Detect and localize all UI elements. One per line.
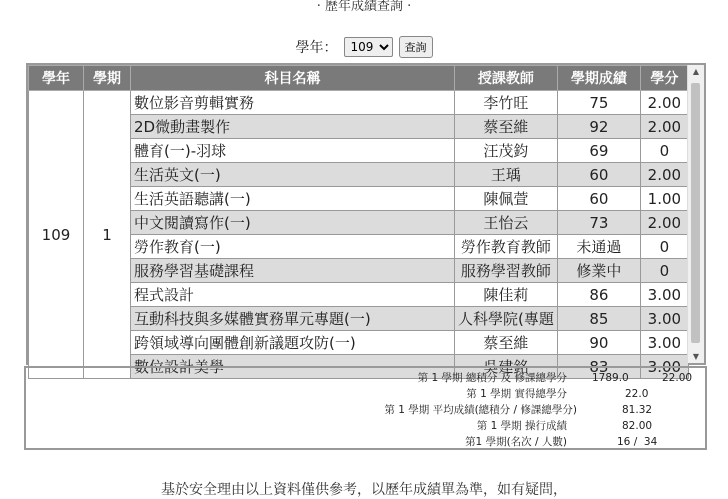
subject-cell: 跨領域導向團體創新議題攻防(一): [131, 331, 455, 355]
summary-average-label: 第 1 學期 平均成績(總積分 / 修課總學分): [384, 404, 577, 416]
teacher-cell: 王瑀: [455, 163, 558, 187]
score-cell: 85: [557, 307, 640, 331]
score-cell: 83: [557, 355, 640, 379]
score-cell: 60: [557, 187, 640, 211]
credit-cell: 2.00: [640, 211, 688, 235]
teacher-cell: 勞作教育教師: [455, 235, 558, 259]
score-cell: 86: [557, 283, 640, 307]
subject-cell: 服務學習基礎課程: [131, 259, 455, 283]
credit-cell: 1.00: [640, 187, 688, 211]
teacher-cell: 服務學習教師: [455, 259, 558, 283]
grades-table-frame[interactable]: [26, 63, 706, 376]
summary-total-credits: 22.00: [662, 372, 693, 384]
credit-cell: 2.00: [640, 91, 688, 115]
subject-cell: 生活英文(一): [131, 163, 455, 187]
scroll-down-arrow-icon[interactable]: ▼: [692, 352, 700, 361]
teacher-cell: 蔡至維: [455, 331, 558, 355]
credit-cell: 3.00: [640, 355, 688, 379]
teacher-cell: 李竹旺: [455, 91, 558, 115]
summary-earned-value: 22.0: [625, 388, 649, 400]
summary-conduct-label: 第 1 學期 操行成績: [476, 420, 567, 432]
credit-cell: 3.00: [640, 283, 688, 307]
semester-summary: [24, 366, 707, 450]
vertical-scrollbar[interactable]: [687, 65, 704, 363]
year-selector-bar: [0, 36, 728, 58]
subject-cell: 數位設計美學: [131, 355, 455, 379]
teacher-cell: 陳佳莉: [455, 283, 558, 307]
credit-cell: 2.00: [640, 115, 688, 139]
score-cell: 未通過: [557, 235, 640, 259]
credit-cell: 0: [640, 235, 688, 259]
table-row: [29, 91, 689, 115]
credit-cell: 0: [640, 139, 688, 163]
summary-average-value: 81.32: [622, 404, 653, 416]
header-credit: 學分: [640, 66, 688, 91]
subject-cell: 勞作教育(一): [131, 235, 455, 259]
grades-table: [28, 65, 689, 379]
score-cell: 75: [557, 91, 640, 115]
summary-rank-label: 第1 學期(名次 / 人數): [465, 436, 567, 448]
summary-total-label: 第 1 學期 總積分 及 修課總學分: [417, 372, 567, 384]
teacher-cell: 汪茂鈞: [455, 139, 558, 163]
score-cell: 90: [557, 331, 640, 355]
teacher-cell: 蔡至維: [455, 115, 558, 139]
subject-cell: 體育(一)-羽球: [131, 139, 455, 163]
header-subject: 科目名稱: [131, 66, 455, 91]
scroll-up-arrow-icon[interactable]: ▲: [692, 67, 700, 76]
credit-cell: 0: [640, 259, 688, 283]
query-button[interactable]: 查詢: [399, 36, 433, 58]
page-title: · 歷年成績查詢 ·: [316, 0, 412, 14]
teacher-cell: 吳建銘: [455, 355, 558, 379]
header-semester: 學期: [84, 66, 131, 91]
subject-cell: 互動科技與多媒體實務單元專題(一): [131, 307, 455, 331]
subject-cell: 中文閱讀寫作(一): [131, 211, 455, 235]
credit-cell: 3.00: [640, 307, 688, 331]
row-year-cell: 109: [29, 91, 84, 379]
teacher-cell: 王怡云: [455, 211, 558, 235]
teacher-cell: 人科學院(專題: [455, 307, 558, 331]
summary-conduct-value: 82.00: [622, 420, 653, 432]
header-score: 學期成績: [557, 66, 640, 91]
score-cell: 73: [557, 211, 640, 235]
score-cell: 修業中: [557, 259, 640, 283]
year-label: 學年：: [295, 40, 338, 56]
table-header-row: [29, 66, 689, 91]
row-semester-cell: 1: [84, 91, 131, 379]
credit-cell: 2.00: [640, 163, 688, 187]
score-cell: 92: [557, 115, 640, 139]
subject-cell: 生活英語聽講(一): [131, 187, 455, 211]
subject-cell: 2D微動畫製作: [131, 115, 455, 139]
summary-earned-label: 第 1 學期 實得總學分: [466, 388, 567, 400]
score-cell: 69: [557, 139, 640, 163]
header-teacher: 授課教師: [455, 66, 558, 91]
disclaimer-text: 基於安全理由以上資料僅供參考，以歷年成績單為準，如有疑問，: [161, 482, 567, 498]
header-year: 學年: [29, 66, 84, 91]
subject-cell: 程式設計: [131, 283, 455, 307]
year-select[interactable]: [344, 37, 393, 57]
summary-total-points: 1789.0: [592, 372, 629, 384]
score-cell: 60: [557, 163, 640, 187]
summary-rank-value: 16 / 34: [617, 436, 658, 448]
scrollbar-thumb[interactable]: [691, 83, 700, 343]
credit-cell: 3.00: [640, 331, 688, 355]
teacher-cell: 陳佩萱: [455, 187, 558, 211]
subject-cell: 數位影音剪輯實務: [131, 91, 455, 115]
